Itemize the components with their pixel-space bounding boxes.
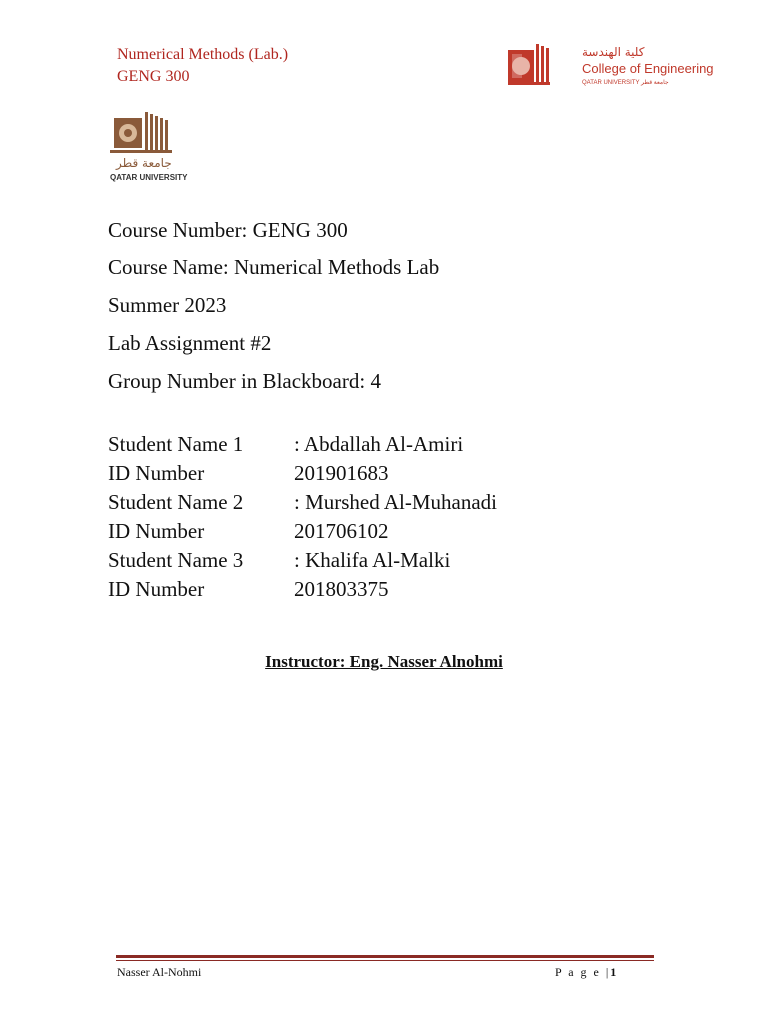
- student-label: Student Name 2: [108, 490, 244, 514]
- page-number: 1: [610, 965, 617, 979]
- student-label: ID Number: [108, 519, 205, 543]
- student-label: ID Number: [108, 461, 205, 485]
- student-value: : Khalifa Al-Malki: [294, 548, 451, 572]
- student-value: : Abdallah Al-Amiri: [294, 432, 464, 456]
- student-label: Student Name 3: [108, 548, 244, 572]
- student-value: 201803375: [294, 577, 389, 601]
- footer-divider: [116, 955, 654, 958]
- coe-english-text: College of Engineering: [582, 61, 714, 76]
- page-label: P a g e |: [555, 965, 611, 979]
- footer-page-indicator: [555, 965, 616, 980]
- course-name: Course Name: Numerical Methods Lab: [108, 255, 440, 279]
- coe-sub-text: QATAR UNIVERSITY جامعة قطر: [582, 80, 669, 86]
- course-term: Summer 2023: [108, 293, 227, 317]
- footer-author: Nasser Al-Nohmi: [117, 965, 202, 979]
- qu-arabic-text: جامعة قطر: [116, 156, 172, 170]
- instructor-name: Instructor: Eng. Nasser Alnohmi: [265, 652, 503, 671]
- header-course-title: [117, 44, 288, 88]
- coe-arabic-text: كلية الهندسة: [582, 45, 645, 59]
- student-value: : Murshed Al-Muhanadi: [294, 490, 497, 514]
- student-label: Student Name 1: [108, 432, 244, 456]
- student-label: ID Number: [108, 577, 205, 601]
- course-number: Course Number: GENG 300: [108, 218, 348, 242]
- qatar-university-logo: [108, 108, 204, 184]
- group-number: Group Number in Blackboard: 4: [108, 369, 381, 393]
- student-value: 201706102: [294, 519, 389, 543]
- qu-english-text: QATAR UNIVERSITY: [110, 173, 188, 182]
- footer-divider-thin: [116, 960, 654, 961]
- header-line-2: GENG 300: [117, 68, 190, 85]
- college-of-engineering-logo: [506, 40, 714, 88]
- header-line-1: Numerical Methods (Lab.): [117, 46, 289, 63]
- lab-assignment: Lab Assignment #2: [108, 331, 272, 355]
- student-value: 201901683: [294, 461, 389, 485]
